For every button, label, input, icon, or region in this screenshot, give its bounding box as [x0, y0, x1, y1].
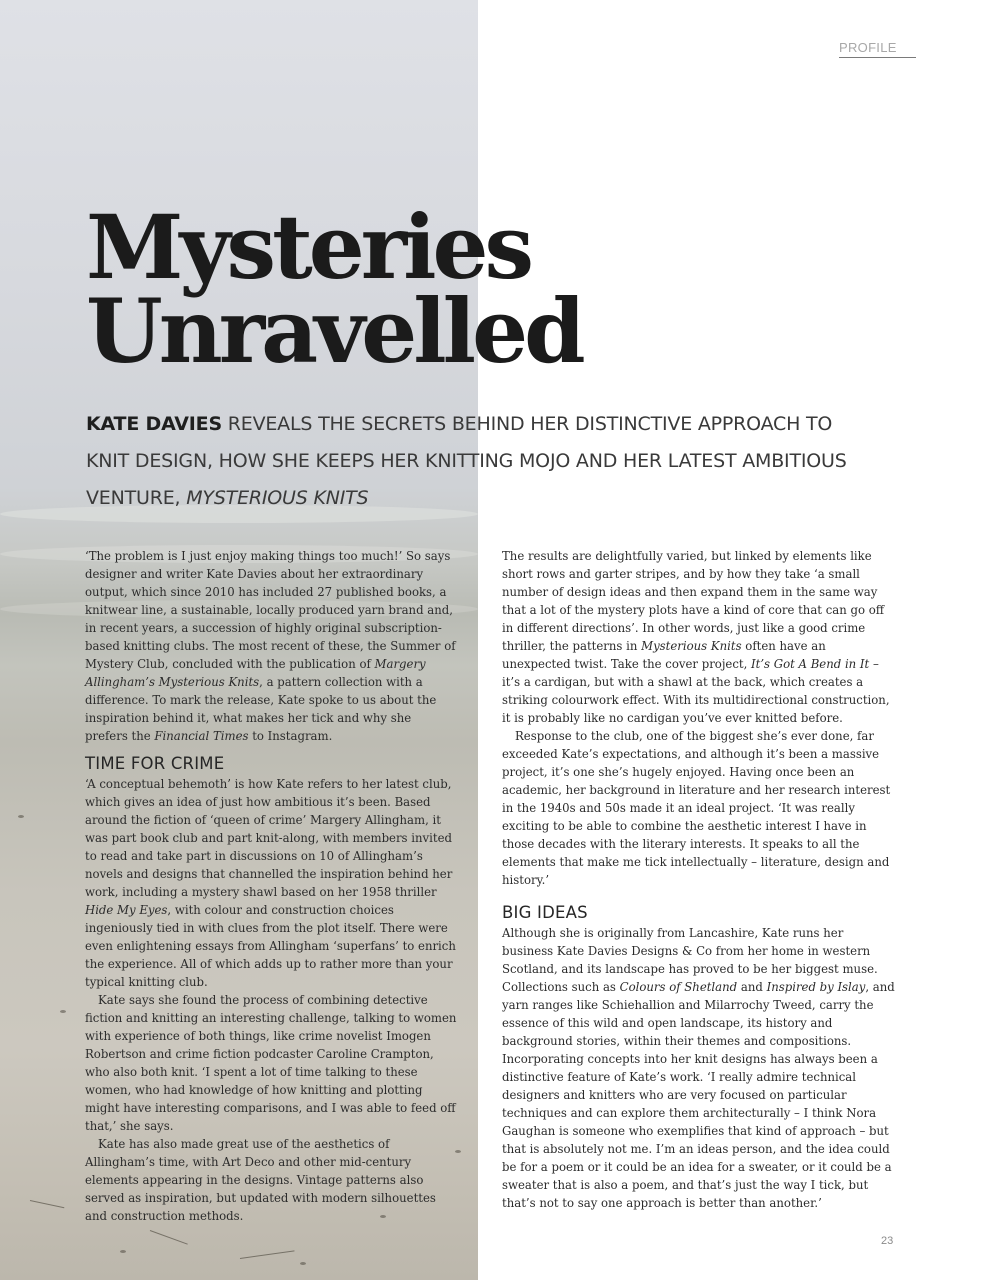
pebble — [60, 1010, 66, 1013]
seaweed — [30, 1200, 64, 1208]
section-label: PROFILE — [839, 40, 916, 58]
body-paragraph: Response to the club, one of the biggest she’s ever done, far exceeded Kate’s expectations, and although it’s been a massive project, it’s one she’s hugely enjoyed. Having once been an academic, her background in literature and her research interest in the 1940s and 50s made it an ideal project. ‘It was really exciting to be able to combine the aesthetic interest I have in those decades with the literary interests. It speaks to all the elements that make me tick intellectually – literature, design and history.’ — [502, 729, 891, 887]
pebble — [120, 1250, 126, 1253]
body-paragraph: ‘A conceptual behemoth’ is how Kate refers to her latest club, which gives an idea of just how ambitious it’s been. Based around the fiction of ‘queen of crime’ Margery Allingham, it was part book club and part knit-along, with members invited to read and take part in discussions on 10 of Allingham’s novels and designs that channelled the inspiration behind her work, including a mystery shawl based on her 1958 thriller Hide My Eyes, with colour and construction choices ingeniously tied in with clues from the plot itself. There were even enlightening essays from Allingham ‘superfans’ to enrich the experience. All of which adds up to rather more than your typical knitting club. — [85, 777, 456, 989]
page-title — [86, 195, 582, 383]
body-paragraph: Kate has also made great use of the aesthetics of Allingham’s time, with Art Deco and other mid-century elements appearing in the designs. Vintage patterns also served as inspiration, but updated with modern silhouettes and construction methods. — [85, 1137, 436, 1223]
collection-title: MYSTERIOUS KNITS — [186, 487, 369, 509]
page-number: 23 — [881, 1235, 894, 1247]
body-paragraph: The results are delightfully varied, but linked by elements like short rows and garter stripes, and by how they take ‘a small number of design ideas and then expand them in the same way that a lot of the mystery plots have a kind of core that can go off in different directions’. In other words, just like a good crime thriller, the patterns in Mysterious Knits often have an unexpected twist. Take the cover project, It’s Got A Bend in It – it’s a cardigan, but with a shawl at the back, which creates a striking colourwork effect. With its multidirectional construction, it is probably like no cardigan you’ve ever knitted before. — [502, 549, 890, 725]
section-heading: BIG IDEAS — [502, 903, 588, 922]
title-line: Mysteries — [86, 195, 531, 299]
body-paragraph: Kate says she found the process of combining detective fiction and knitting an interesting challenge, talking to women with experience of both things, like crime novelist Imogen Robertson and crime fiction podcaster Caroline Crampton, who also both knit. ‘I spent a lot of time talking to these women, who had knowledge of how knitting and plotting might have interesting comparisons, and I was able to feed off that,’ she says. — [85, 993, 457, 1133]
pebble — [18, 815, 24, 818]
standfirst — [86, 406, 876, 517]
standfirst-text: REVEALS THE SECRETS BEHIND HER DISTINCTIVE APPROACH TO KNIT DESIGN, HOW SHE KEEPS HER KNITTING MOJO AND HER LATEST AMBITIOUS VENTURE, — [86, 413, 847, 509]
title-line: Unravelled — [86, 279, 582, 383]
pebble — [300, 1262, 306, 1265]
author-name: KATE DAVIES — [86, 413, 222, 435]
left-column — [85, 547, 457, 1225]
intro-paragraph: ‘The problem is I just enjoy making things too much!’ So says designer and writer Kate Davies about her extraordinary output, which since 2010 has included 27 published books, a knitwear line, a sustainable, locally produced yarn brand and, in recent years, a succession of highly original subscription-based knitting clubs. The most recent of these, the Summer of Mystery Club, concluded with the publication of Margery Allingham’s Mysterious Knits, a pattern collection with a difference. To mark the release, Kate spoke to us about the inspiration behind it, what makes her tick and why she prefers the Financial Times to Instagram. — [85, 549, 456, 743]
right-column — [502, 547, 897, 1212]
seaweed — [150, 1230, 188, 1245]
body-paragraph: Although she is originally from Lancashire, Kate runs her business Kate Davies Designs & Co from her home in western Scotland, and its landscape has proved to be her biggest muse. Collections such as Colours of Shetland and Inspired by Islay, and yarn ranges like Schiehallion and Milarrochy Tweed, carry the essence of this wild and open landscape, its history and background stories, within their themes and compositions. Incorporating concepts into her knit designs has always been a distinctive feature of Kate’s work. ‘I really admire technical designers and knitters who are very focused on particular techniques and can explore them architecturally – I think Nora Gaughan is someone who exemplifies that kind of approach – but that is absolutely not me. I’m an ideas person, and the idea could be for a poem or it could be an idea for a sweater, or it could be a sweater that is also a poem, and that’s just the way I tick, but that’s not to say one approach is better than another.’ — [502, 926, 895, 1210]
seaweed — [240, 1250, 295, 1259]
section-heading: TIME FOR CRIME — [85, 754, 225, 773]
